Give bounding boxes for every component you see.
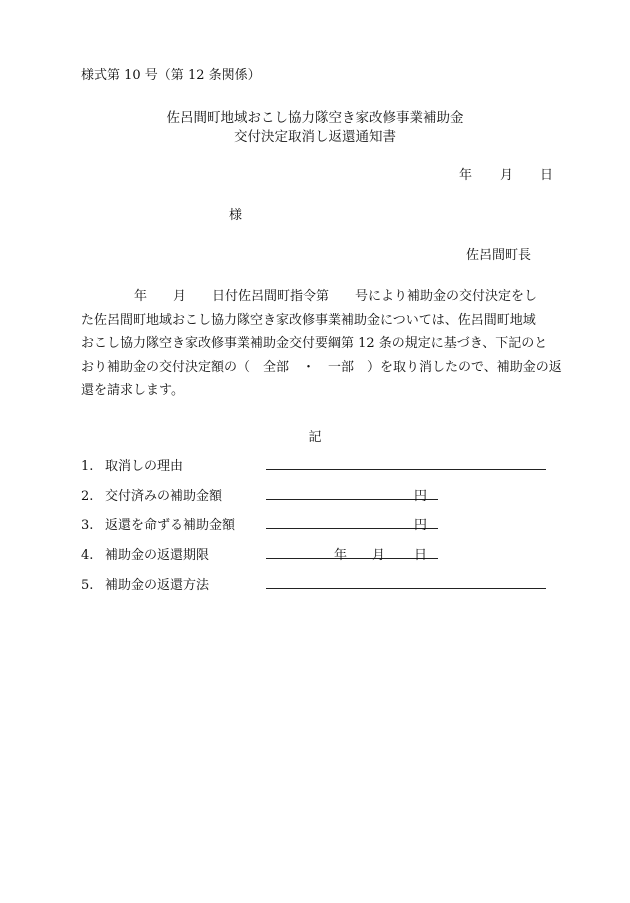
item-number: 1. xyxy=(81,459,94,474)
deadline-day: 日 xyxy=(414,548,428,563)
item-1 xyxy=(81,455,183,474)
item-number: 2. xyxy=(81,489,94,504)
form-number: 様式第 10 号（第 12 条関係） xyxy=(81,68,261,83)
body-paragraph xyxy=(81,285,562,403)
method-field[interactable] xyxy=(266,571,546,589)
yen-unit: 円 xyxy=(414,518,428,533)
item-5 xyxy=(81,574,209,593)
date-day: 日 xyxy=(540,168,554,183)
issuer-name: 佐呂間町長 xyxy=(466,248,532,263)
ki-heading: 記 xyxy=(308,430,322,445)
deadline-year: 年 xyxy=(334,548,348,563)
item-label: 交付済みの補助金額 xyxy=(105,489,223,504)
body-line: おこし協力隊空き家改修事業補助金交付要綱第 12 条の規定に基づき、下記のと xyxy=(81,336,548,352)
body-line: 年 月 日付佐呂間町指令第 号により補助金の交付決定をし xyxy=(134,289,538,304)
addressee-suffix: 様 xyxy=(229,208,243,223)
item-3 xyxy=(81,514,235,533)
yen-unit: 円 xyxy=(414,489,428,504)
item-number: 5. xyxy=(81,578,94,593)
body-line: 還を請求します。 xyxy=(81,383,184,399)
item-label: 補助金の返還期限 xyxy=(105,548,210,563)
document-title-line2: 交付決定取消し返還通知書 xyxy=(234,129,396,145)
deadline-month: 月 xyxy=(372,548,386,563)
item-2 xyxy=(81,485,222,504)
date-year: 年 xyxy=(459,168,473,183)
item-label: 取消しの理由 xyxy=(105,459,184,474)
item-4 xyxy=(81,544,209,563)
item-label: 補助金の返還方法 xyxy=(105,578,210,593)
item-label: 返還を命ずる補助金額 xyxy=(105,518,236,533)
refund-amount-field[interactable] xyxy=(266,511,438,529)
item-number: 3. xyxy=(81,518,94,533)
reason-field[interactable] xyxy=(266,452,546,470)
document-title-line1: 佐呂間町地域おこし協力隊空き家改修事業補助金 xyxy=(166,110,464,126)
item-number: 4. xyxy=(81,548,94,563)
date-month: 月 xyxy=(500,168,514,183)
body-line: た佐呂間町地域おこし協力隊空き家改修事業補助金については、佐呂間町地域 xyxy=(81,312,536,328)
body-line: おり補助金の交付決定額の（ 全部 ・ 一部 ）を取り消したので、補助金の返 xyxy=(81,359,562,375)
paid-amount-field[interactable] xyxy=(266,482,438,500)
deadline-field[interactable] xyxy=(266,541,438,559)
